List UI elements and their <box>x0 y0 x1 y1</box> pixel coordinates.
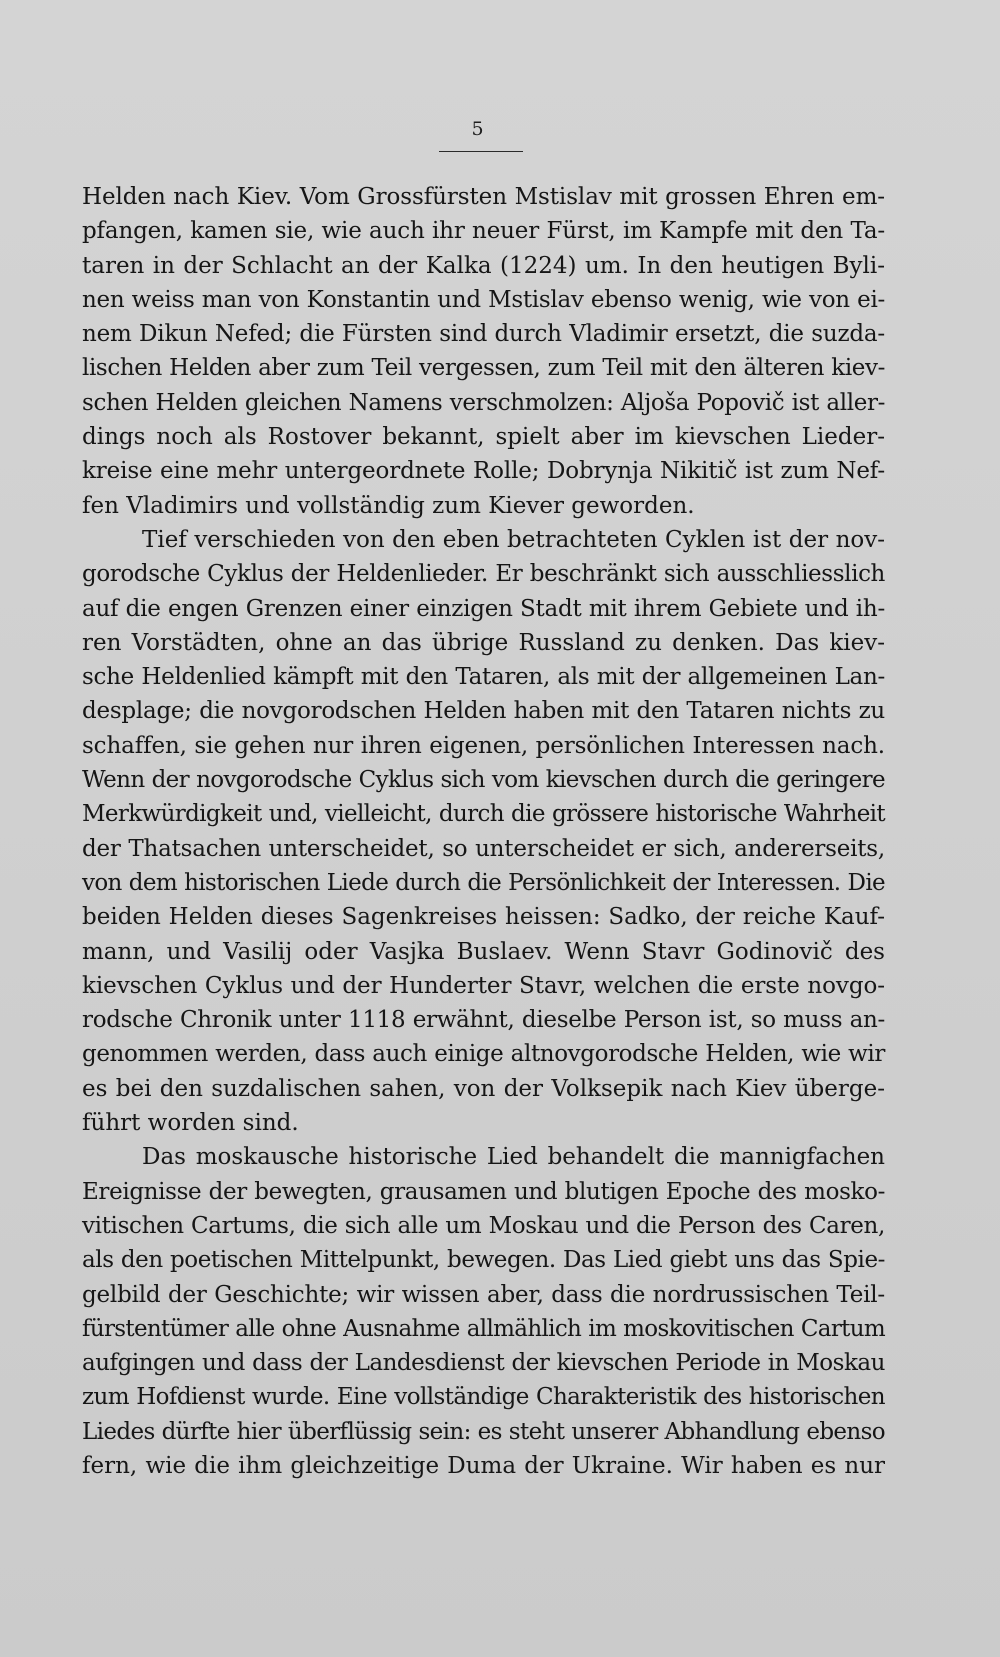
text-line: pfangen, kamen sie, wie auch ihr neuer Fürst, im Kampfe mit den Ta- <box>82 218 885 245</box>
text-line: genommen werden, dass auch einige altnovgorodsche Helden, wie wir <box>82 1041 885 1068</box>
text-line: aufgingen und dass der Landesdienst der kievschen Periode in Moskau <box>82 1350 885 1377</box>
text-line: nen weiss man von Konstantin und Mstislav ebenso wenig, wie von ei- <box>82 286 885 313</box>
text-line: sche Heldenlied kämpft mit den Tataren, als mit der allgemeinen Lan- <box>82 664 885 691</box>
text-line: kievschen Cyklus und der Hunderter Stavr, welchen die erste novgo- <box>82 972 885 999</box>
text-line: gorodsche Cyklus der Heldenlieder. Er beschränkt sich ausschliesslich <box>82 561 885 588</box>
text-line: führt worden sind. <box>82 1110 299 1137</box>
text-line: Liedes dürfte hier überflüssig sein: es steht unserer Abhandlung ebenso <box>82 1418 885 1445</box>
text-line: auf die engen Grenzen einer einzigen Stadt mit ihrem Gebiete und ih- <box>82 595 885 622</box>
text-line: schen Helden gleichen Namens verschmolzen: Aljoša Popovič ist aller- <box>82 389 885 416</box>
text-line: vitischen Cartums, die sich alle um Moskau und die Person des Caren, <box>82 1212 885 1239</box>
text-line: kreise eine mehr untergeordnete Rolle; Dobrynja Nikitič ist zum Nef- <box>82 458 885 485</box>
text-line: desplage; die novgorodschen Helden haben mit den Tataren nichts zu <box>82 698 885 725</box>
text-line: beiden Helden dieses Sagenkreises heissen: Sadko, der reiche Kauf- <box>82 904 885 931</box>
page-number: 5 <box>471 118 484 140</box>
text-line: gelbild der Geschichte; wir wissen aber, dass die nordrussischen Teil- <box>82 1281 885 1308</box>
text-line: nem Dikun Nefed; die Fürsten sind durch Vladimir ersetzt, die suzda- <box>82 321 885 348</box>
text-line: es bei den suzdalischen sahen, von der Volksepik nach Kiev überge- <box>82 1075 885 1102</box>
text-line: fern, wie die ihm gleichzeitige Duma der Ukraine. Wir haben es nur <box>82 1452 885 1479</box>
text-line: von dem historischen Liede durch die Persönlichkeit der Interessen. Die <box>82 869 885 896</box>
text-line: als den poetischen Mittelpunkt, bewegen. Das Lied giebt uns das Spie- <box>82 1247 885 1274</box>
text-line: der Thatsachen unterscheidet, so unterscheidet er sich, andererseits, <box>82 835 885 862</box>
text-line: ren Vorstädten, ohne an das übrige Russland zu denken. Das kiev- <box>82 629 885 656</box>
text-line: Tief verschieden von den eben betrachteten Cyklen ist der nov- <box>142 526 885 553</box>
text-line: schaffen, sie gehen nur ihren eigenen, persönlichen Interessen nach. <box>82 732 885 759</box>
text-line: fürstentümer alle ohne Ausnahme allmählich im moskovitischen Cartum <box>82 1315 885 1342</box>
text-line: taren in der Schlacht an der Kalka (1224) um. In den heutigen Byli- <box>82 252 885 279</box>
text-line: zum Hofdienst wurde. Eine vollständige Charakteristik des historischen <box>82 1384 885 1411</box>
text-line: Ereignisse der bewegten, grausamen und blutigen Epoche des mosko- <box>82 1178 885 1205</box>
text-line: rodsche Chronik unter 1118 erwähnt, dieselbe Person ist, so muss an- <box>82 1007 885 1034</box>
text-line: Das moskausche historische Lied behandelt die mannigfachen <box>142 1144 885 1171</box>
body-text <box>82 180 885 1483</box>
text-line: Wenn der novgorodsche Cyklus sich vom kievschen durch die geringere <box>82 767 885 794</box>
text-line: Merkwürdigkeit und, vielleicht, durch die grössere historische Wahrheit <box>82 801 885 828</box>
text-line: fen Vladimirs und vollständig zum Kiever geworden. <box>82 492 695 519</box>
text-line: Helden nach Kiev. Vom Grossfürsten Mstislav mit grossen Ehren em- <box>82 184 885 210</box>
text-line: lischen Helden aber zum Teil vergessen, zum Teil mit den älteren kiev- <box>82 355 885 382</box>
text-line: dings noch als Rostover bekannt, spielt aber im kievschen Lieder- <box>82 424 885 451</box>
text-line: mann, und Vasilij oder Vasjka Buslaev. Wenn Stavr Godinovič des <box>82 938 885 965</box>
page-number-rule <box>439 151 523 152</box>
